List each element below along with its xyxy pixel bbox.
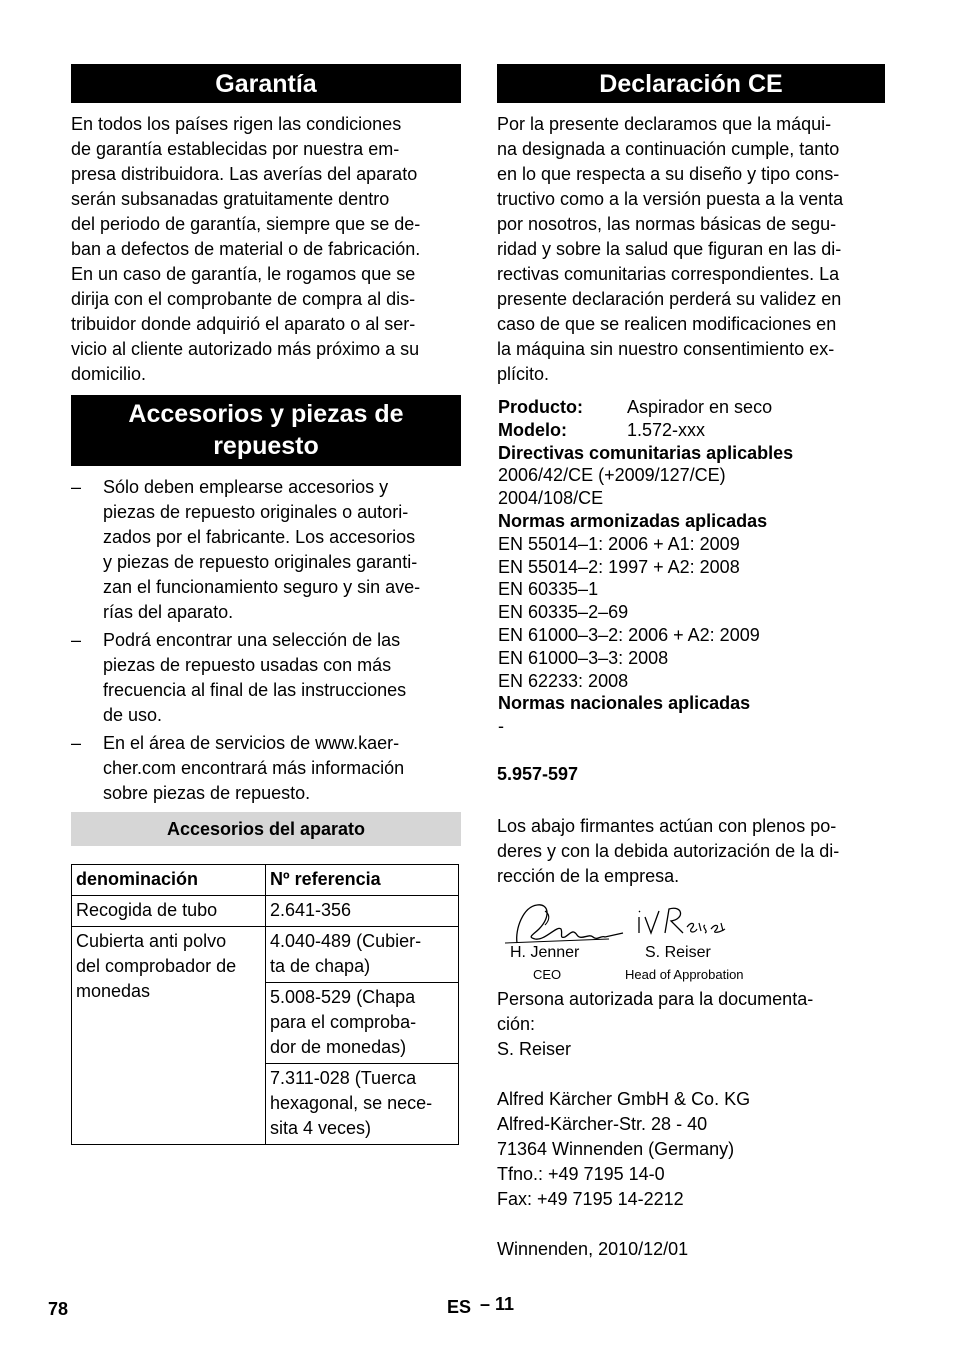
modelo-row bbox=[498, 419, 885, 442]
norma-item: EN 55014–2: 1997 + A2: 2008 bbox=[498, 556, 740, 577]
directivas-label: Directivas comunitarias aplicables bbox=[498, 442, 794, 463]
norma-item: EN 61000–3–2: 2006 + A2: 2009 bbox=[498, 624, 760, 645]
firmantes-text: Los abajo firmantes actúan con plenos po- deres y con la debida autorización de la di- rección de la empresa. bbox=[497, 815, 840, 886]
page-number: 78 bbox=[48, 1299, 69, 1319]
nacionales-label: Normas nacionales aplicadas bbox=[498, 693, 751, 714]
right-column bbox=[497, 64, 885, 1262]
footer-subpage: – 11 bbox=[480, 1294, 515, 1314]
producto-row bbox=[498, 396, 885, 419]
producto-value: Aspirador en seco bbox=[627, 397, 773, 417]
table-header-row bbox=[72, 865, 459, 896]
table-cell: 5.008-529 (Chapa para el comproba- dor de monedas) bbox=[266, 983, 459, 1064]
footer-lang-code: ES bbox=[447, 1297, 472, 1317]
directiva-item: 2006/42/CE (+2009/127/CE) bbox=[498, 465, 726, 486]
garantia-heading: Garantía bbox=[71, 64, 461, 103]
directiva-item: 2004/108/CE bbox=[498, 488, 604, 509]
signer2-name: S. Reiser bbox=[645, 943, 711, 961]
list-item: – Sólo deben emplearse accesorios y piezas de repuesto originales o autori- zados por el fabricante. Los accesorios y piezas de repuesto originales garanti- zan el funcionamiento seguro y sin ave- rías del aparato. bbox=[71, 477, 421, 622]
declaracion-heading: Declaración CE bbox=[497, 64, 885, 103]
nacionales-value: - bbox=[498, 716, 504, 737]
declaration-date: Winnenden, 2010/12/01 bbox=[497, 1238, 689, 1259]
signature-jenner bbox=[505, 899, 625, 949]
accesorios-list bbox=[71, 475, 461, 806]
table-cell: 2.641-356 bbox=[266, 896, 459, 927]
signer1-name: H. Jenner bbox=[510, 943, 580, 961]
accesorios-aparato-subheading: Accesorios del aparato bbox=[71, 812, 461, 846]
accesorios-heading: Accesorios y piezas de repuesto bbox=[71, 395, 461, 466]
declaracion-intro: Por la presente declaramos que la máqui- na designada a continuación cumple, tanto en lo que respecta a su diseño y tipo cons- tructivo como a la versión puesta a la venta por nosotros, las normas básicas de segu- ridad y sobre la salud que figuran en las di- rectivas comunitarias correspondientes. La presente declaración perderá su validez en caso de que se realicen modificaciones en la máquina sin nuestro consentimiento ex- plícito. bbox=[497, 114, 844, 384]
footer-language bbox=[447, 1294, 515, 1318]
persona-autorizada: Persona autorizada para la documenta- ción: S. Reiser bbox=[497, 988, 814, 1059]
modelo-value: 1.572-xxx bbox=[627, 419, 706, 440]
company-address: Alfred Kärcher GmbH & Co. KG Alfred-Kärcher-Str. 28 - 40 71364 Winnenden (Germany) Tfno.: +49 7195 14-0 Fax: +49 7195 14-2212 bbox=[497, 1088, 751, 1209]
table-cell: 7.311-028 (Tuerca hexagonal, se nece- sita 4 veces) bbox=[266, 1064, 459, 1145]
producto-label: Producto: bbox=[498, 397, 583, 417]
table-row bbox=[72, 896, 459, 927]
norma-item: EN 62233: 2008 bbox=[498, 670, 629, 691]
norma-item: EN 55014–1: 2006 + A1: 2009 bbox=[498, 533, 740, 554]
signer2-role: Head of Approbation bbox=[625, 966, 744, 982]
norma-item: EN 61000–3–3: 2008 bbox=[498, 647, 669, 668]
signer1-role: CEO bbox=[533, 966, 562, 982]
norma-item: EN 60335–2–69 bbox=[498, 602, 629, 623]
list-item: – Podrá encontrar una selección de las piezas de repuesto usadas con más frecuencia al final de las instrucciones de uso. bbox=[71, 630, 407, 725]
table-cell: Recogida de tubo bbox=[72, 896, 266, 927]
signature-reiser bbox=[635, 903, 731, 943]
normas-label: Normas armonizadas aplicadas bbox=[498, 510, 768, 531]
table-cell: 4.040-489 (Cubier- ta de chapa) bbox=[266, 927, 459, 983]
left-column bbox=[71, 64, 461, 1145]
table-row bbox=[72, 927, 459, 983]
doc-number: 5.957-597 bbox=[497, 763, 579, 784]
accessories-table bbox=[71, 864, 459, 1145]
signature-block bbox=[497, 899, 885, 987]
modelo-label: Modelo: bbox=[498, 419, 567, 440]
col-header-referencia: Nº referencia bbox=[266, 865, 459, 896]
table-cell: Cubierta anti polvo del comprobador de monedas bbox=[72, 927, 266, 1145]
list-item: – En el área de servicios de www.kaer- cher.com encontrará más información sobre piezas de repuesto. bbox=[71, 733, 405, 803]
col-header-denominacion: denominación bbox=[72, 865, 266, 896]
norma-item: EN 60335–1 bbox=[498, 579, 599, 600]
spec-block bbox=[497, 396, 885, 738]
garantia-text: En todos los países rigen las condiciones de garantía establecidas por nuestra em- presa distribuidora. Las averías del aparato serán subsanadas gratuitamente dentro del periodo de garantía, siempre que se de- ban a defectos de material o de fabricación. En un caso de garantía, le rogamos que se dirija con el comprobante de compra al dis- tribuidor donde adquirió el aparato o al ser- vicio al cliente autorizado más próximo a su domicilio. bbox=[71, 114, 421, 384]
